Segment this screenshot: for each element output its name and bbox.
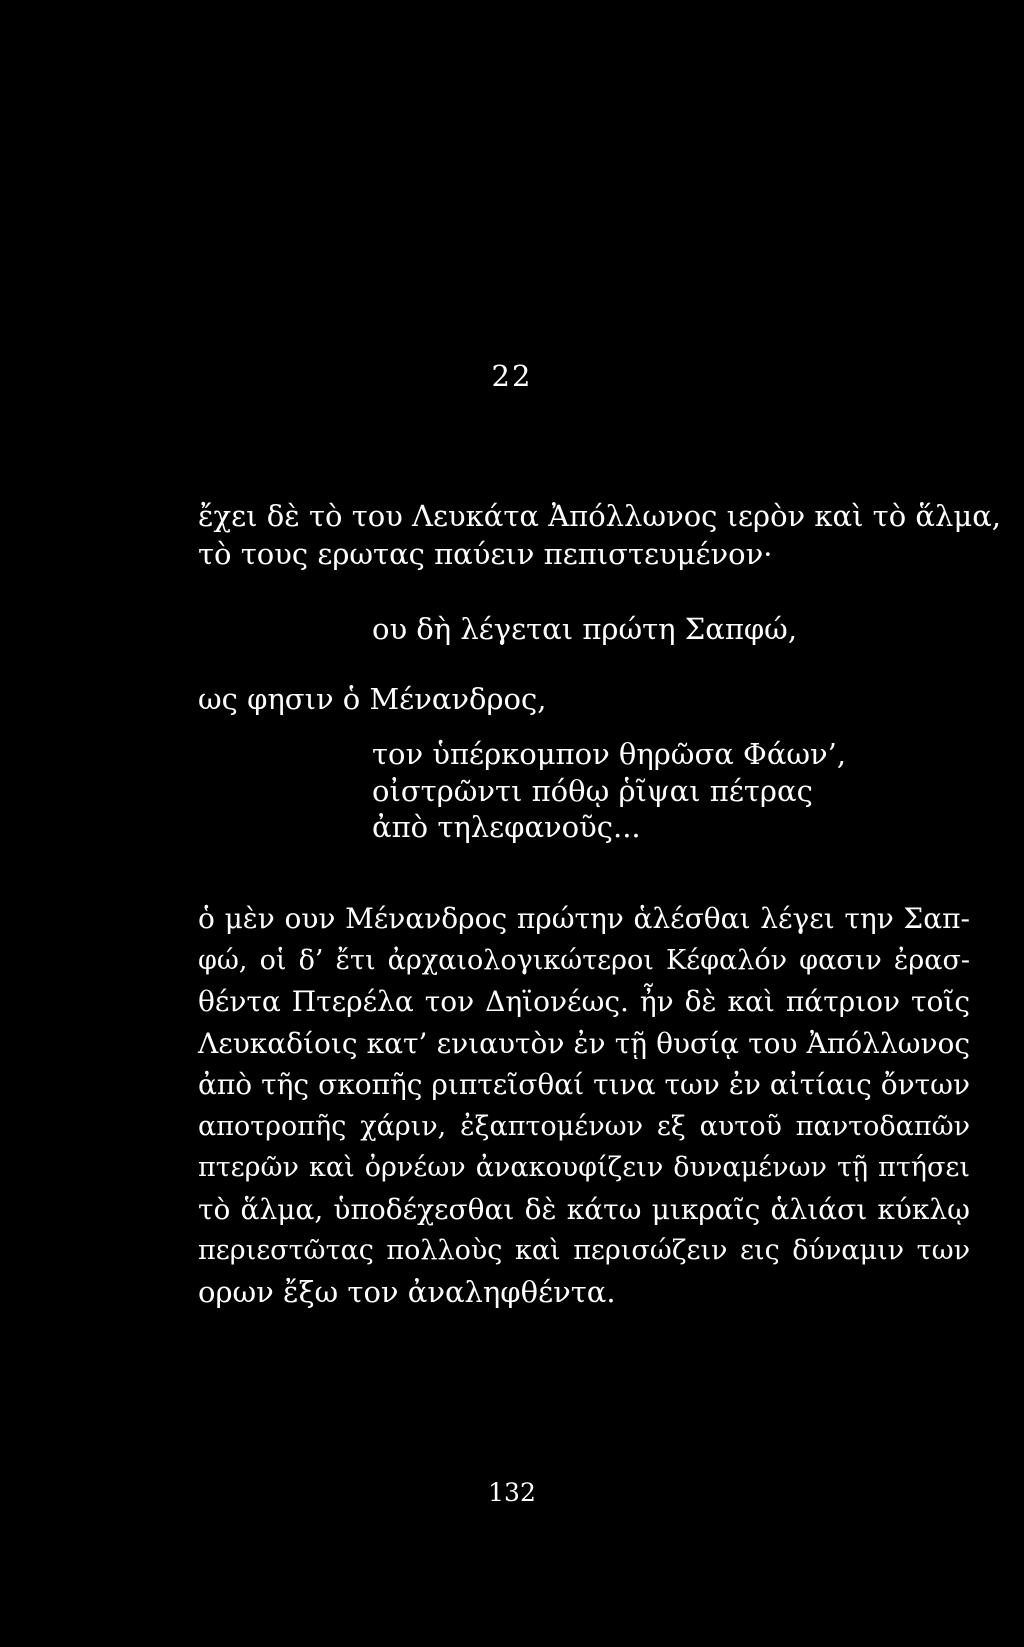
page-number: 132 bbox=[488, 1478, 536, 1507]
prose-line: ἀπὸ τῆς σκοπῆς ριπτεῖσθαί τινα των ἐν αἰτίαις ὄντων bbox=[198, 1068, 970, 1101]
prose-paragraph bbox=[198, 898, 970, 1313]
prose-line: αποτροπῆς χάριν, ἐξαπτομένων εξ αυτοῦ παντοδαπῶν bbox=[198, 1110, 970, 1142]
prose-line: φώ, οἱ δ’ ἔτι ἀρχαιολογικώτεροι Κέφαλόν φασιν ἐρασ- bbox=[198, 944, 970, 976]
quote-line: ου δὴ λέγεται πρώτη Σαπφώ, bbox=[372, 612, 798, 646]
intro-line-2: τὸ τους ερωτας παύειν πεπιστευμένον· bbox=[198, 537, 773, 571]
prose-line: ὁ μὲν ουν Μένανδρος πρώτην ἁλέσθαι λέγει την Σαπ- bbox=[198, 902, 970, 935]
prose-line: Λευκαδίοις κατ’ ενιαυτὸν ἐν τῇ θυσίᾳ του Ἀπόλλωνος bbox=[198, 1026, 970, 1060]
verse-line-2: οἰστρῶντι πόθῳ ῥῖψαι πέτρας bbox=[372, 774, 813, 808]
prose-line: θέντα Πτερέλα τον Δηϊονέως. ἦν δὲ καὶ πάτριον τοῖς bbox=[198, 985, 970, 1018]
verse-line-3: ἀπὸ τηλεφανοῦς... bbox=[372, 810, 641, 844]
verse-line-1: τον ὑπέρκομπον θηρῶσα Φάων’, bbox=[372, 737, 847, 771]
prose-line: περιεστῶτας πολλοὺς καὶ περισώζειν εις δύναμιν των bbox=[198, 1235, 970, 1266]
section-number: 22 bbox=[491, 359, 533, 393]
prose-line: πτερῶν καὶ ὀρνέων ἀνακουφίζειν δυναμένων τῇ πτήσει bbox=[198, 1152, 970, 1183]
intro-line-1: ἔχει δὲ τὸ του Λευκάτα Ἀπόλλωνος ιερὸν καὶ τὸ ἅλμα, bbox=[198, 499, 1002, 533]
prose-line: τὸ ἅλμα, ὑποδέχεσθαι δὲ κάτω μικραῖς ἁλιάσι κύκλῳ bbox=[198, 1192, 970, 1226]
attribution-line: ως φησιν ὁ Μένανδρος, bbox=[198, 682, 547, 716]
prose-line: ορων ἔξω τον ἀναληφθέντα. bbox=[198, 1274, 616, 1309]
